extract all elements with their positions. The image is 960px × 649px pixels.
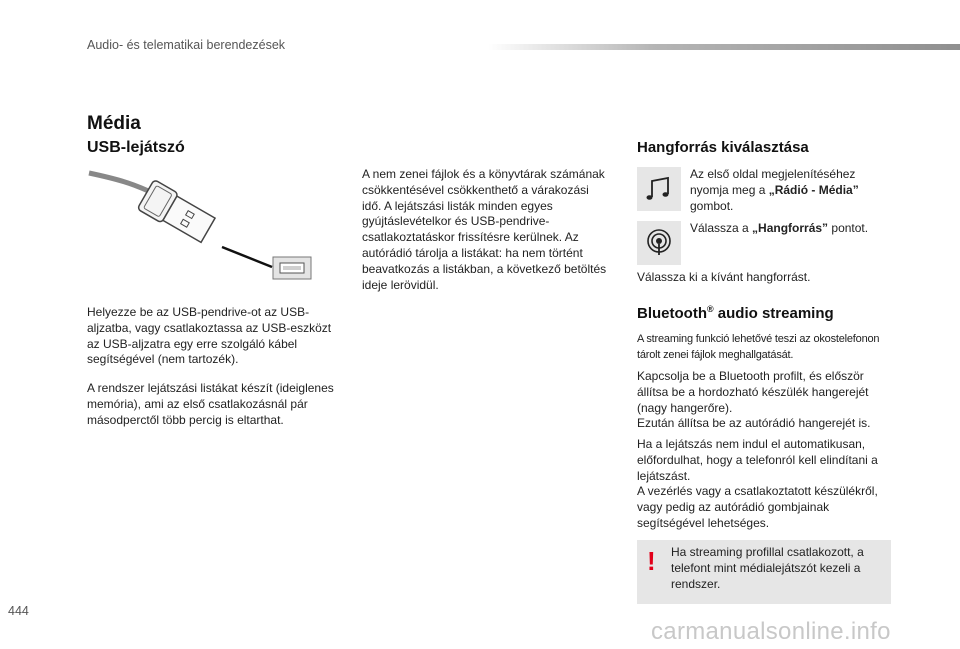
note-text: Ha streaming profillal csatlakozott, a telefont mint médialejátszót kezeli a rendszer. [671, 545, 864, 591]
bluetooth-heading-text: Bluetooth [637, 305, 707, 322]
note-box [637, 540, 891, 604]
radio-signal-icon [637, 221, 681, 265]
bluetooth-heading-rest: audio streaming [713, 305, 834, 322]
radio-media-button-illustration [637, 167, 681, 211]
source-step-2-text: Válassza a [690, 221, 753, 235]
source-button-illustration [637, 221, 681, 265]
bluetooth-paragraph-2b-text: A vezérlés vagy a csatlakoztatott készülékről, vagy pedig az autórádió gombjainak segítségével lehetséges. [637, 484, 878, 530]
music-note-icon [637, 167, 681, 211]
warning-icon: ! [647, 546, 656, 576]
usb-illustration [87, 165, 317, 285]
registered-mark: ® [706, 304, 714, 314]
bluetooth-heading [637, 304, 834, 322]
bluetooth-paragraph-1 [637, 369, 891, 432]
bluetooth-paragraph-2 [637, 437, 891, 532]
source-step-2-bold: „Hangforrás” [752, 221, 829, 235]
bluetooth-paragraph-1b-text: Ezután állítsa be az autórádió hangerejét is. [637, 416, 871, 431]
page-number: 444 [8, 604, 29, 618]
page-title: Média [87, 113, 141, 134]
watermark: carmanualsonline.info [651, 618, 891, 645]
bluetooth-paragraph-2-text: Ha a lejátszás nem indul el automatikusan, előfordulhat, hogy a telefonról kell elindítani a lejátszást. [637, 437, 878, 483]
usb-plug-icon [87, 165, 317, 285]
source-step-1-text: Az első oldal megjelenítéséhez nyomja meg a [690, 167, 856, 197]
bluetooth-paragraph-1-text: Kapcsolja be a Bluetooth profilt, és először állítsa be a hordozható készülék hangerejét (nagy hangerőre). [637, 369, 869, 415]
header-rule [488, 44, 960, 50]
source-after-text: Válassza ki a kívánt hangforrást. [637, 270, 811, 284]
source-step-1-bold: „Rádió - Média” [768, 182, 859, 197]
bluetooth-intro: A streaming funkció lehetővé teszi az okostelefonon tárolt zenei fájlok meghallgatását. [637, 333, 880, 361]
source-step-2-text-end: pontot. [828, 221, 869, 235]
source-step-1-text-end: gombot. [690, 198, 734, 213]
source-step-1 [690, 167, 880, 214]
usb-paragraph-2: A rendszer lejátszási listákat készít (ideiglenes memória), ami az első csatlakozásnál pár másodperctől több percig is eltarthat. [87, 381, 334, 427]
usb-paragraph-1: Helyezze be az USB-pendrive-ot az USB-aljzatba, vagy csatlakoztassa az USB-eszközt az USB-aljzatra egy erre szolgáló kábel segítségével (nem tartozék). [87, 305, 332, 367]
running-header: Audio- és telematikai berendezések [87, 38, 286, 52]
usb-heading: USB-lejátszó [87, 139, 185, 156]
source-heading: Hangforrás kiválasztása [637, 139, 809, 156]
usb-paragraph-3: A nem zenei fájlok és a könyvtárak számának csökkentésével csökkenthető a várakozási idő. A lejátszási listák minden egyes gyújtáslevételkor és USB-pendrive-csatlakoztatáskor frissítésre kerülnek. Az autórádió tárolja a listákat: ha nem történt beavatkozás a listákban, a következő betöltés ideje lerövidül. [362, 167, 607, 292]
source-step-2 [690, 221, 890, 237]
